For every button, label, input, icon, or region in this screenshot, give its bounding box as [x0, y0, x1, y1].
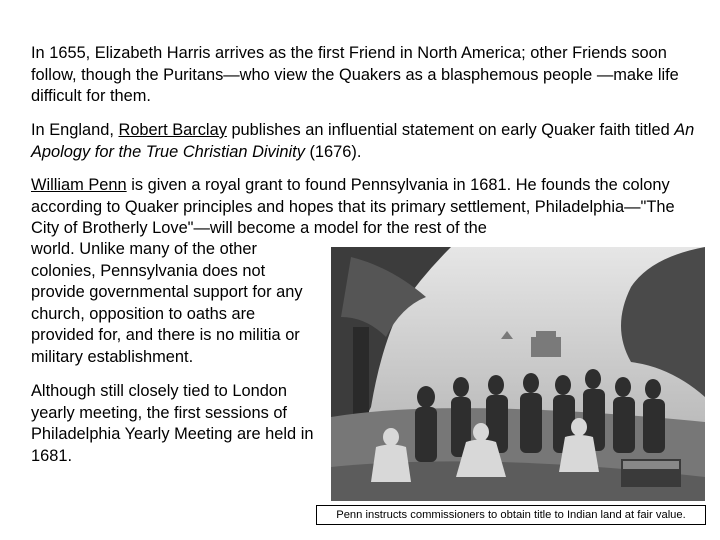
penn-text-top: is given a royal grant to found Pennsylvania in 1681. He founds the colony according to Quaker principles and hopes that its primary settlement, Philadelphia—"The City of Brotherly Love"—will become a model for the rest of the: [31, 176, 675, 237]
paragraph-william-penn: [31, 175, 699, 240]
paragraph-yearly-meeting: Although still closely tied to London yearly meeting, the first sessions of Philadelphia Yearly Meeting are held in 1681.: [31, 382, 314, 465]
penn-treaty-engraving: [331, 247, 705, 501]
barclay-middle: publishes an influential statement on early Quaker faith titled: [226, 121, 675, 139]
paragraph-elizabeth-harris: In 1655, Elizabeth Harris arrives as the first Friend in North America; other Friends soon follow, though the Puritans—who view the Quakers as a blasphemous people —make life difficult for them.: [31, 44, 679, 105]
paragraph-william-penn-continued: world. Unlike many of the other colonies, Pennsylvania does not provide governmental support for any church, opposition to oaths are provided for, and there is no militia or military establishment.: [31, 240, 303, 366]
apology-title: An Apology for the True Christian Divinity: [31, 121, 695, 161]
engraving-illustration: [331, 247, 705, 501]
barclay-suffix: (1676).: [304, 142, 362, 161]
barclay-prefix: In England,: [31, 121, 119, 139]
image-caption: Penn instructs commissioners to obtain title to Indian land at fair value.: [316, 505, 706, 525]
william-penn-link[interactable]: William Penn: [31, 176, 127, 194]
robert-barclay-link[interactable]: Robert Barclay: [118, 121, 227, 139]
paragraph-robert-barclay: [31, 120, 699, 163]
